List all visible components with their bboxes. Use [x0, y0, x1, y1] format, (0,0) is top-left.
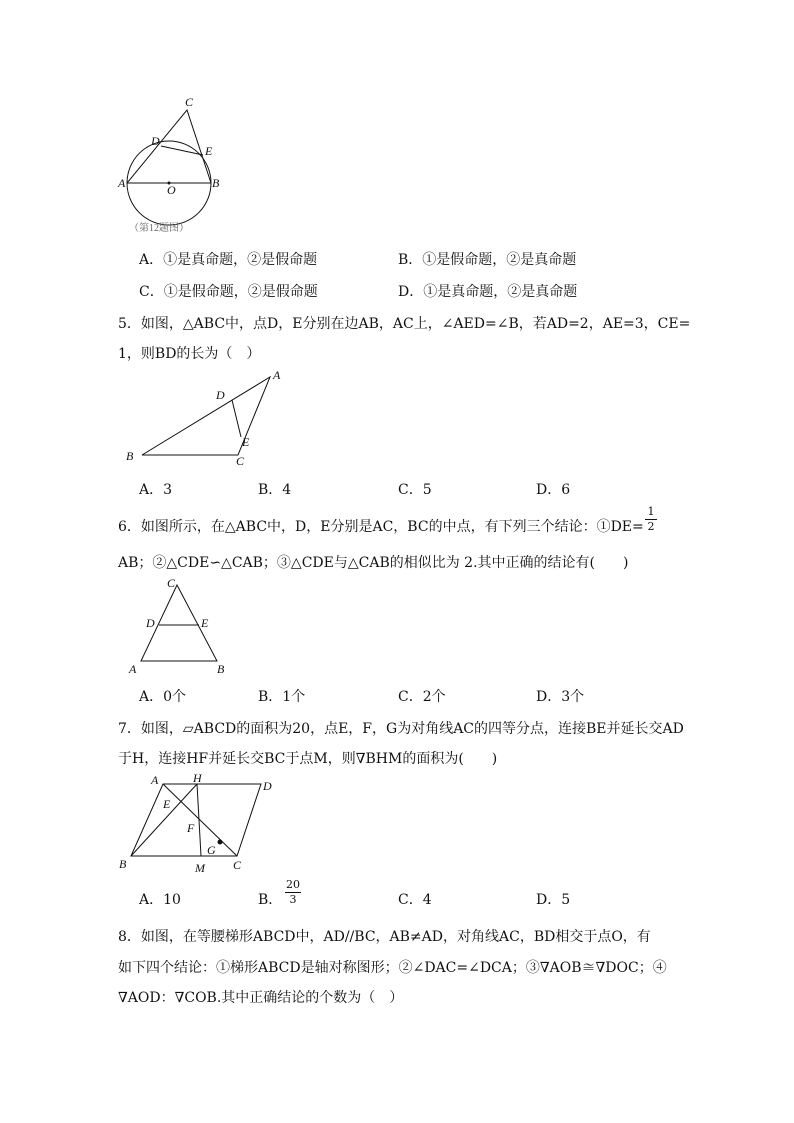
q6-triangle-figure — [125, 575, 235, 675]
q4-label-D: D — [151, 134, 160, 148]
q5-label-A: A — [273, 368, 281, 382]
q4-circle-figure — [115, 95, 235, 235]
q4-label-E: E — [205, 144, 213, 158]
q6-label-C: C — [167, 576, 176, 590]
q7-label-E: E — [163, 797, 171, 811]
q5-option-c: C．5 — [398, 482, 432, 498]
q7-label-F: F — [187, 821, 195, 835]
q5-label-D: D — [216, 388, 225, 402]
q7-label-H: H — [193, 771, 202, 785]
q7-option-d: D．5 — [536, 892, 571, 908]
q7-option-b-fraction — [285, 879, 301, 906]
q7-label-A: A — [151, 773, 159, 787]
q4-option-b: B．①是假命题，②是真命题 — [398, 252, 577, 268]
q6-option-d: D．3个 — [536, 689, 585, 705]
q6-frac-den: 2 — [647, 520, 655, 533]
q6-stem-line2: AB；②△CDE∽△CAB；③△CDE与△CAB的相似比为 2.其中正确的结论有( ) — [118, 555, 629, 571]
q6-label-A: A — [129, 662, 137, 676]
q5-stem-line1: 5．如图，△ABC中，点D，E分别在边AB，AC上，∠AED=∠B，若AD=2，AE=3，CE= — [118, 316, 691, 332]
q7-label-M: M — [195, 861, 205, 875]
q4-label-B: B — [212, 176, 220, 190]
q4-caption: （第12题图） — [129, 223, 189, 234]
q7-parallelogram-figure — [115, 770, 295, 880]
q7-option-b — [258, 889, 282, 909]
q7-stem-line1: 7．如图，▱ABCD的面积为20，点E，F，G为对角线AC的四等分点，连接BE并延长交AD — [118, 721, 684, 737]
q7-option-b-num: 20 — [286, 878, 300, 891]
q5-option-a: A．3 — [139, 482, 173, 498]
q4-option-a: A．①是真命题，②是假命题 — [139, 252, 318, 268]
q6-label-B: B — [217, 662, 225, 676]
q6-label-E: E — [201, 616, 209, 630]
q5-stem-line2: 1，则BD的长为（ ） — [118, 346, 261, 362]
q5-option-b: B．4 — [258, 482, 292, 498]
q7-option-c: C．4 — [398, 892, 432, 908]
q6-option-b: B．1个 — [258, 689, 306, 705]
q5-option-d: D．6 — [536, 482, 571, 498]
q7-label-C: C — [233, 858, 242, 872]
q8-stem-line3: ∇AOD：∇COB.其中正确结论的个数为（ ） — [118, 990, 404, 1006]
q7-label-G: G — [207, 843, 216, 857]
q4-option-c: C．①是假命题，②是假命题 — [139, 284, 318, 300]
q7-option-b-den: 3 — [289, 893, 297, 906]
q5-label-E: E — [242, 435, 250, 449]
q6-option-c: C．2个 — [398, 689, 446, 705]
q8-stem-line2: 如下四个结论：①梯形ABCD是轴对称图形；②∠DAC=∠DCA；③∇AOB≅∇DOC；④ — [118, 960, 667, 976]
q8-stem-line1: 8．如图，在等腰梯形ABCD中，AD//BC，AB≠AD，对角线AC，BD相交于点O，有 — [118, 929, 651, 945]
q7-label-D: D — [263, 779, 272, 793]
q4-option-d: D．①是真命题，②是真命题 — [398, 284, 578, 300]
q5-label-C: C — [236, 454, 245, 468]
q6-label-D: D — [146, 616, 155, 630]
q4-label-C: C — [185, 95, 194, 109]
q7-option-a: A．10 — [139, 892, 181, 908]
q6-fraction-half — [645, 506, 657, 533]
q4-label-A: A — [118, 176, 126, 190]
q7-stem-line2: 于H，连接HF并延长交BC于点M，则∇BHM的面积为( ) — [118, 751, 498, 767]
q7-label-B: B — [119, 857, 127, 871]
q6-stem-line1: 6．如图所示，在△ABC中，D，E分别是AC，BC的中点，有下列三个结论：①DE= — [118, 519, 644, 535]
q6-option-a: A．0个 — [139, 689, 187, 705]
q5-triangle-figure — [120, 365, 290, 470]
q6-frac-num: 1 — [647, 505, 655, 518]
q7-option-b-prefix: B． — [258, 892, 283, 908]
q5-label-B: B — [126, 449, 134, 463]
q4-label-O: O — [167, 183, 176, 197]
